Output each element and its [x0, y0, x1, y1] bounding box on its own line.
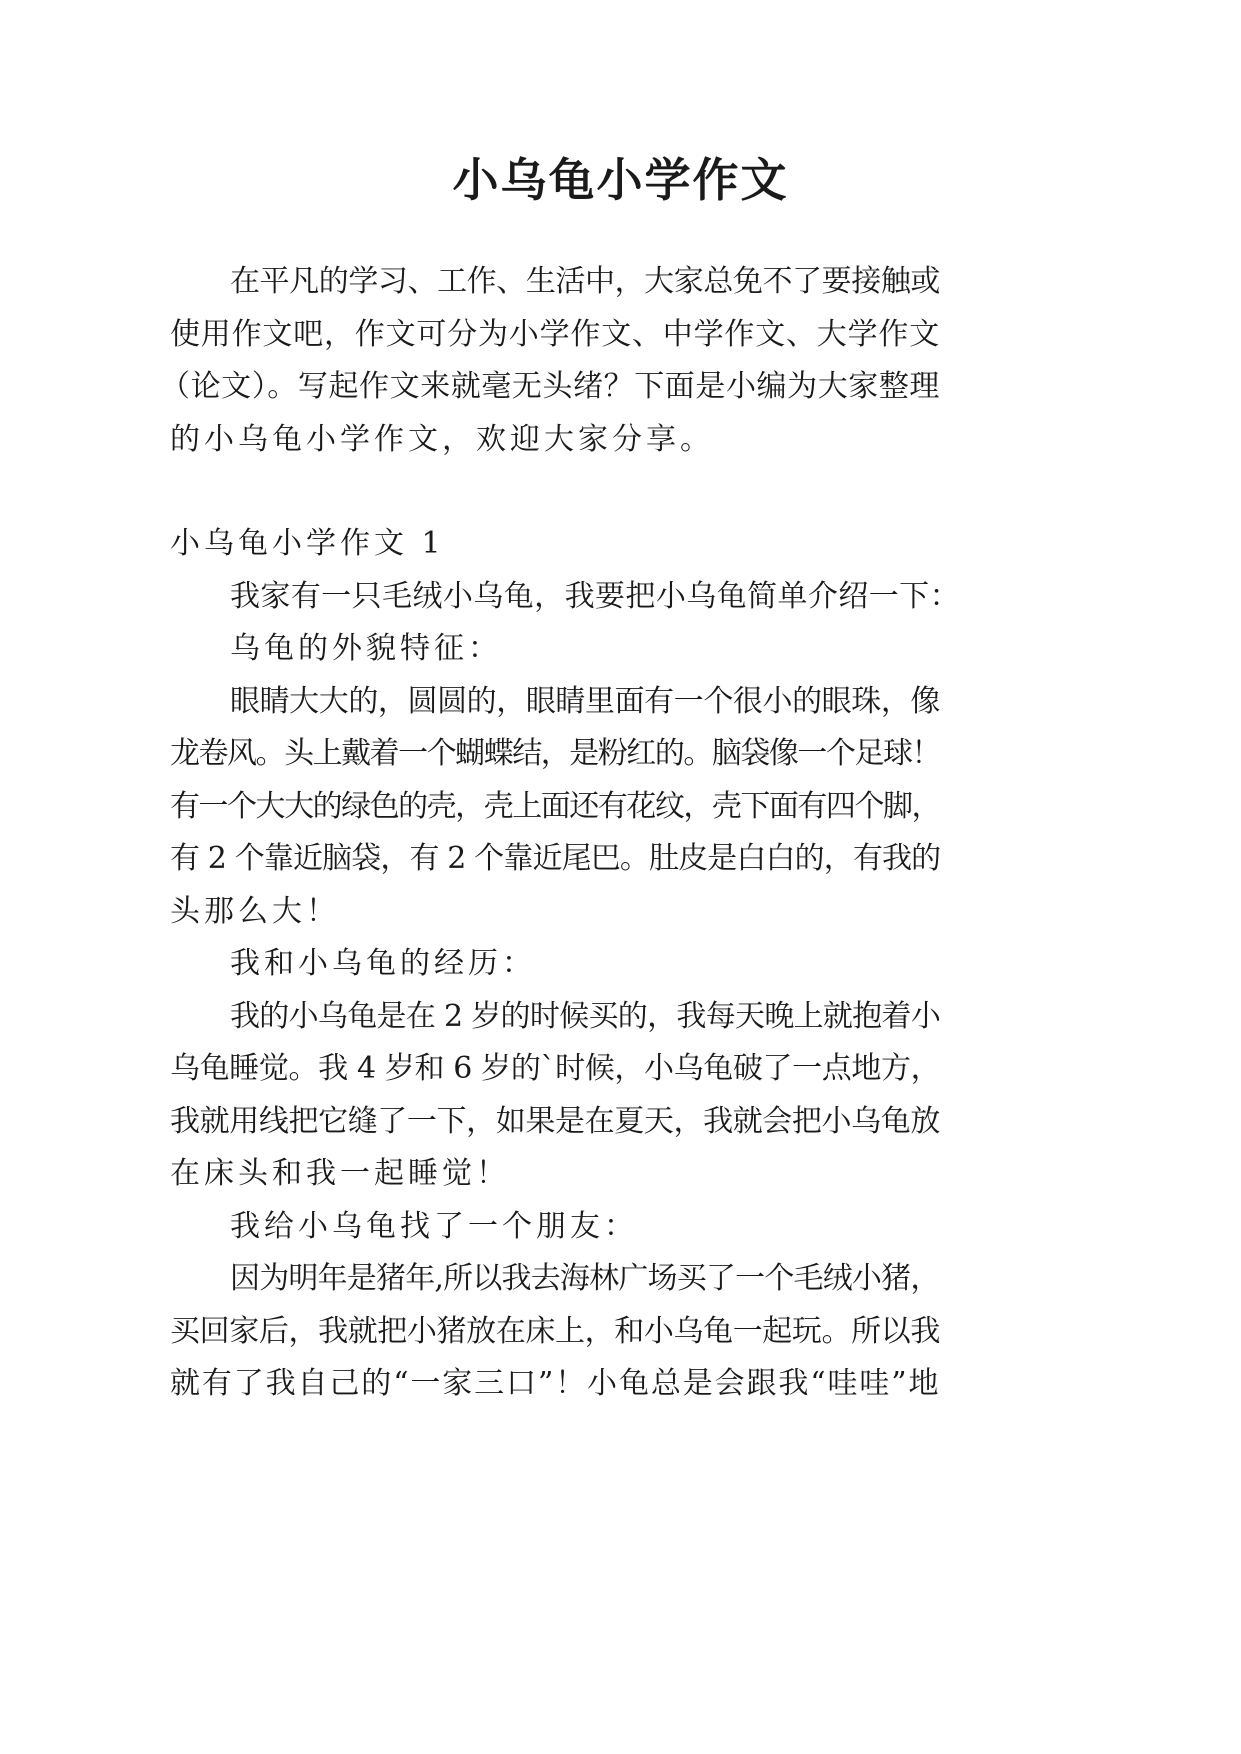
body-line: 乌龟的外貌特征：: [230, 631, 502, 666]
body-line: 头那么大！: [170, 894, 340, 929]
body-line: 有一个大大的绿色的壳，壳上面还有花纹，壳下面有四个脚，: [170, 789, 940, 824]
body-line: 我和小乌龟的经历：: [230, 946, 536, 981]
page-title: 小乌龟小学作文: [452, 153, 789, 207]
body-line: 因为明年是猪年,所以我去海林广场买了一个毛绒小猪，: [230, 1261, 940, 1296]
body-line: 乌龟睡觉。我 4 岁和 6 岁的`时候，小乌龟破了一点地方，: [170, 1051, 941, 1086]
body-line: 我给小乌龟找了一个朋友：: [230, 1209, 638, 1244]
body-line: 龙卷风。头上戴着一个蝴蝶结，是粉红的。脑袋像一个足球！: [170, 736, 940, 771]
body-line: 在床头和我一起睡觉！: [170, 1156, 510, 1191]
body-line: 眼睛大大的，圆圆的，眼睛里面有一个很小的眼珠，像: [230, 684, 940, 719]
body-line: 就有了我自己的“一家三口”！小龟总是会跟我“哇哇”地: [170, 1366, 941, 1401]
body-line: 我家有一只毛绒小乌龟，我要把小乌龟简单介绍一下：: [230, 579, 960, 614]
intro-line: 在平凡的学习、工作、生活中，大家总免不了要接触或: [230, 264, 940, 299]
intro-line: （论文）。写起作文来就毫无头绪？下面是小编为大家整理: [160, 369, 940, 404]
section-heading: 小乌龟小学作文 1: [170, 526, 445, 561]
intro-line: 的小乌龟小学作文，欢迎大家分享。: [170, 422, 714, 457]
body-line: 有 2 个靠近脑袋，有 2 个靠近尾巴。肚皮是白白的，有我的: [170, 841, 941, 876]
body-line: 我就用线把它缝了一下，如果是在夏天，我就会把小乌龟放: [170, 1104, 940, 1139]
body-line: 买回家后，我就把小猪放在床上，和小乌龟一起玩。所以我: [170, 1314, 940, 1349]
body-line: 我的小乌龟是在 2 岁的时候买的，我每天晚上就抱着小: [230, 999, 941, 1034]
intro-line: 使用作文吧，作文可分为小学作文、中学作文、大学作文: [170, 317, 940, 352]
